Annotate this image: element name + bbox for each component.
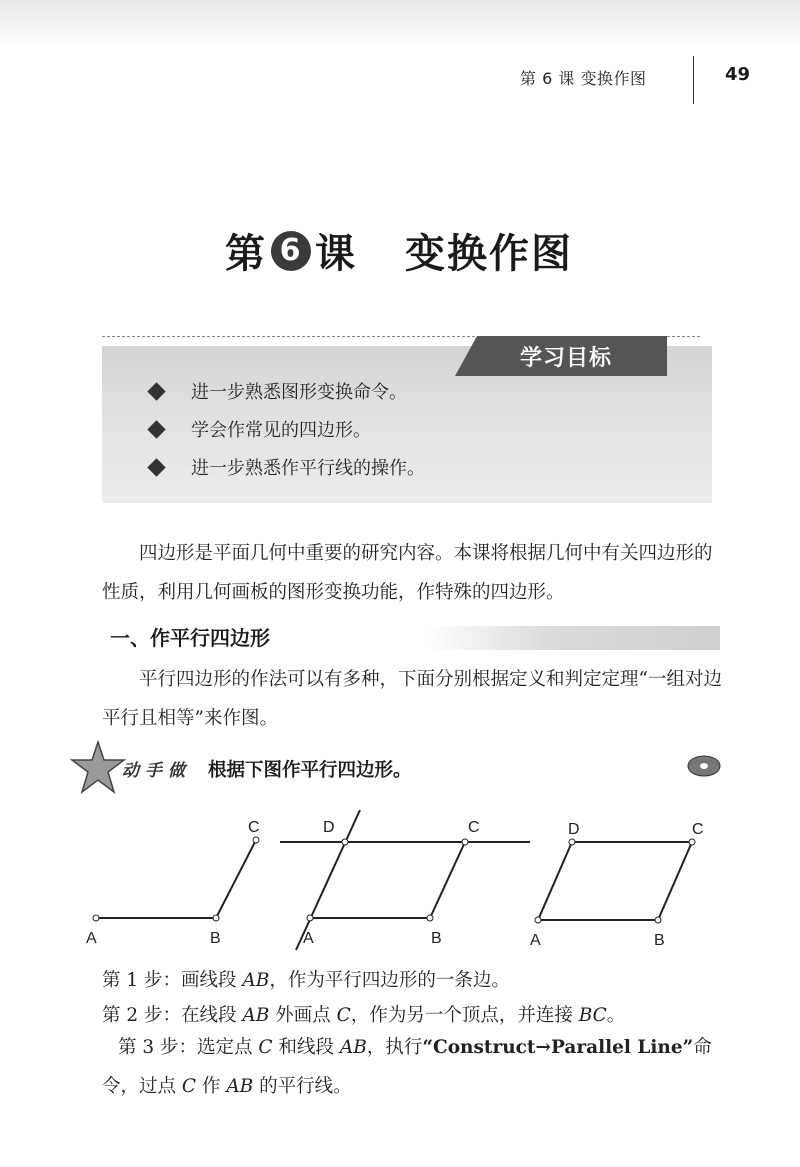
point-a [535, 917, 541, 923]
cd-icon [686, 754, 722, 778]
point-b [213, 915, 219, 921]
label-d: D [323, 819, 335, 836]
objective-item [150, 454, 425, 480]
diamond-bullet-icon [147, 382, 165, 400]
figure-3 [530, 821, 704, 949]
label-b: B [654, 932, 665, 949]
objective-text: 进一步熟悉作平行线的操作。 [191, 458, 425, 479]
label-c: C [248, 819, 260, 836]
point-c [253, 837, 259, 843]
objectives-label: 学习目标 [520, 346, 613, 371]
title-name: 变换作图 [405, 230, 573, 277]
label-a: A [530, 932, 541, 949]
intro-paragraph: 四边形是平面几何中重要的研究内容。本课将根据几何中有关四边形的性质，利用几何画板的图形变换功能，作特殊的四边形。 [102, 543, 713, 603]
figure-1 [86, 819, 260, 947]
label-a: A [303, 930, 314, 947]
lesson-title [225, 222, 573, 279]
point-c [462, 839, 468, 845]
parallelogram-figures [80, 810, 720, 960]
point-b [427, 915, 433, 921]
point-c [689, 839, 695, 845]
objective-item [150, 416, 371, 442]
label-a: A [86, 930, 97, 947]
header-divider [693, 56, 694, 104]
step-1: 第 1 步：画线段 AB，作为平行四边形的一条边。 [102, 970, 510, 991]
label-b: B [210, 930, 221, 947]
activity-instruction: 根据下图作平行四边形。 [208, 760, 412, 781]
top-scan-band [0, 0, 800, 48]
page-number: 49 [725, 64, 751, 85]
diamond-bullet-icon [147, 420, 165, 438]
title-lesson-char: 课 [315, 230, 357, 277]
activity-tag: 动手做 [122, 761, 191, 781]
point-d [342, 839, 348, 845]
step-2: 第 2 步：在线段 AB 外画点 C，作为另一个顶点，并连接 BC。 [102, 1005, 626, 1026]
label-d: D [568, 821, 580, 838]
point-a [93, 915, 99, 921]
label-c: C [692, 821, 704, 838]
lesson-number-badge: 6 [271, 231, 311, 271]
section-heading: 一、作平行四边形 [110, 626, 270, 650]
diamond-bullet-icon [147, 458, 165, 476]
objective-text: 进一步熟悉图形变换命令。 [191, 382, 407, 403]
label-c: C [468, 819, 480, 836]
star-icon [70, 740, 126, 796]
figure-2 [280, 810, 530, 950]
section-heading-bar [425, 626, 720, 650]
objective-text: 学会作常见的四边形。 [191, 420, 371, 441]
running-header: 第 6 课 变换作图 [520, 69, 647, 88]
point-b [655, 917, 661, 923]
point-d [569, 839, 575, 845]
step-3: 第 3 步：选定点 C 和线段 AB，执行“Construct→Parallel Line”命令，过点 C 作 AB 的平行线。 [102, 1037, 712, 1097]
objective-item [150, 378, 407, 404]
title-prefix: 第 [225, 230, 267, 277]
point-a [307, 915, 313, 921]
section-paragraph: 平行四边形的作法可以有多种，下面分别根据定义和判定定理“一组对边平行且相等”来作图。 [102, 669, 722, 729]
label-b: B [431, 930, 442, 947]
